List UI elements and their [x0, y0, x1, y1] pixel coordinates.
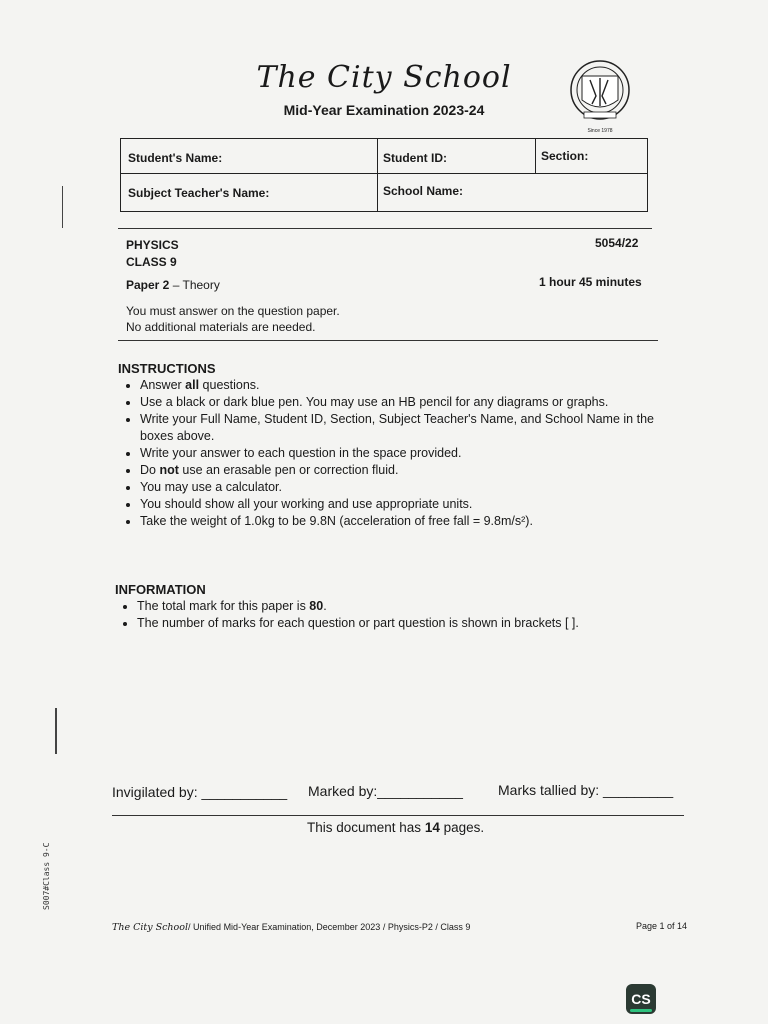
section-field[interactable]: Section: [541, 149, 589, 163]
instructions-list [118, 377, 678, 530]
instruction-item: • Write your Full Name, Student ID, Section, Subject Teacher's Name, and School Name in the boxes above. [140, 411, 678, 445]
instruction-item: • Use a black or dark blue pen. You may use an HB pencil for any diagrams or graphs. [140, 394, 678, 411]
instruction-item: • You should show all your working and use appropriate units. [140, 496, 678, 513]
marked-by-field[interactable]: Marked by:___________ [308, 783, 463, 799]
school-title: The City School [256, 60, 512, 95]
pages-note: This document has 14 pages. [307, 820, 485, 835]
instruction-item: • Do not use an erasable pen or correction fluid. [140, 462, 678, 479]
paper-code: 5054/22 [595, 236, 639, 250]
paper-title [126, 278, 220, 292]
footer-exam-info: / Unified Mid-Year Examination, December 2023 / Physics-P2 / Class 9 [188, 922, 471, 932]
instructions-heading: INSTRUCTIONS [118, 361, 216, 376]
instruction-item: • You may use a calculator. [140, 479, 678, 496]
school-name-field[interactable]: School Name: [383, 184, 464, 198]
exam-title: Mid-Year Examination 2023-24 [283, 102, 485, 118]
instruction-item: • Write your answer to each question in the space provided. [140, 445, 678, 462]
duration: 1 hour 45 minutes [539, 275, 642, 289]
divider-bottom [112, 815, 684, 816]
instruction-item: • Take the weight of 1.0kg to be 9.8N (acceleration of free fall = 9.8m/s²). [140, 513, 678, 530]
note-no-materials: No additional materials are needed. [126, 320, 316, 334]
teacher-name-field[interactable]: Subject Teacher's Name: [128, 186, 270, 200]
divider-middle [118, 340, 658, 341]
paper-number: Paper 2 [126, 278, 170, 292]
scan-mark [62, 186, 63, 228]
school-logo-icon [568, 56, 632, 136]
information-list [115, 598, 675, 632]
information-item: • The total mark for this paper is 80. [137, 598, 675, 615]
scan-mark [55, 708, 57, 754]
class-label: CLASS 9 [126, 255, 177, 269]
paper-type: – Theory [169, 278, 220, 292]
subject-label: PHYSICS [126, 238, 179, 252]
information-item: • The number of marks for each question or part question is shown in brackets [ ]. [137, 615, 675, 632]
student-id-field[interactable]: Student ID: [383, 151, 447, 165]
information-heading: INFORMATION [115, 582, 206, 597]
invigilated-by-field[interactable]: Invigilated by: ___________ [112, 784, 288, 800]
footer-left [112, 922, 470, 933]
footer-school: The City School [112, 922, 189, 933]
instruction-item: • Answer all questions. [140, 377, 678, 394]
note-answer-on-paper: You must answer on the question paper. [126, 304, 340, 318]
page-number: Page 1 of 14 [636, 921, 688, 931]
student-info-table [120, 138, 648, 212]
logo-caption: Since 1978 [587, 128, 613, 134]
student-name-field[interactable]: Student's Name: [128, 151, 223, 165]
side-stamp: S007#Class 9-C [42, 842, 51, 910]
camscanner-badge: CS [626, 984, 656, 1014]
marks-tallied-by-field[interactable]: Marks tallied by: _________ [498, 782, 674, 798]
divider-top [118, 228, 652, 229]
